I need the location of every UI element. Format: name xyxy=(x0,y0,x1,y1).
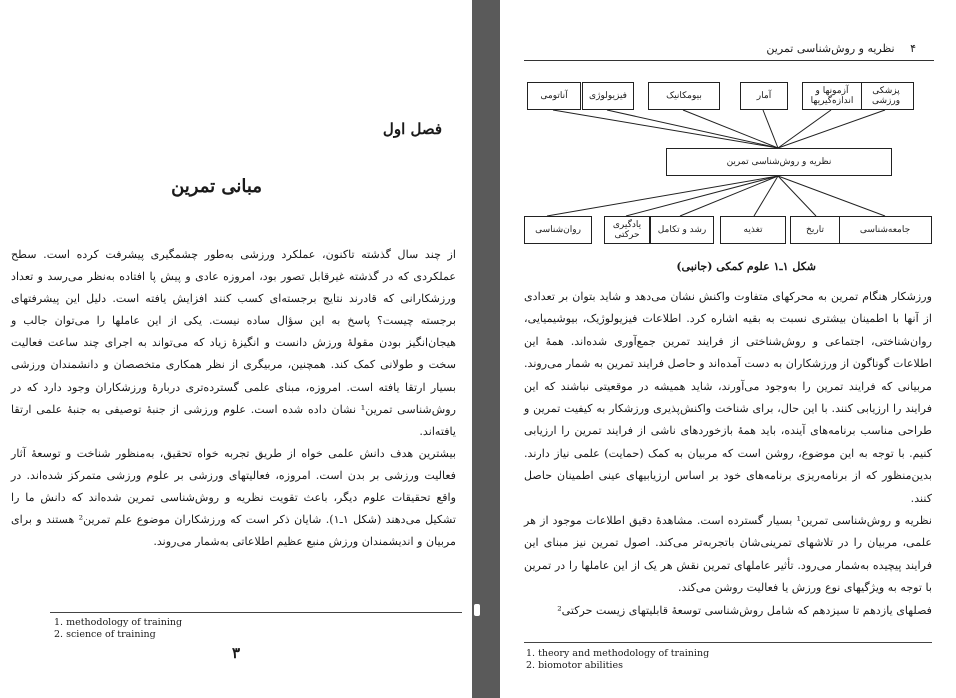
page-number: ۳ xyxy=(232,644,241,662)
right-body-text xyxy=(524,286,932,622)
paragraph: ورزشکار هنگام تمرین به محرکهای متفاوت واکنش نشان می‌دهد و شاید بتوان بر تعدادی از آنها با اطمینان بیشتری نسبت به بقیه اشاره کرد. اطلاعات فیزیولوژیک، بیوشیمیایی، روان‌شناختی، اجتماعی و روش‌شناختی از فرایند تمرین جمع‌آوری شده‌اند. همهٔ این اطلاعات گوناگون از ورزشکاران به دست آمده‌اند و حاصل فرایند تمرین به شمار می‌روند. مربیانی که فرایند تمرین را به‌وجود می‌آورند، شاید همیشه در موقعیتی نباشند که این فرایند را ارزیابی کنند. با این حال، برای شناخت واکنش‌پذیری ورزشکار به کیفیت تمرین و طراحی مناسب برنامه‌های آینده، باید همهٔ بازخوردهای ناشی از فرایند تمرین را ارزیابی کنیم. با توجه به این موضوع، روشن است که مربیان به کمک (حمایت) علمی نیاز دارند. بدین‌منظور که از برنامه‌ریزی برنامه‌های خود بر اساس ارزیابیهای عینی اطمینان حاصل کنند. xyxy=(524,290,932,505)
paragraph: فصلهای یازدهم تا سیزدهم که شامل روش‌شناسی توسعهٔ قابلیتهای زیست حرکتی² xyxy=(557,603,932,617)
footnote: 2. biomotor abilities xyxy=(526,660,623,671)
diagram-box: بیومکانیک xyxy=(648,82,720,110)
diagram-box: آمار xyxy=(740,82,788,110)
book-gutter xyxy=(472,0,500,698)
footnotes xyxy=(54,617,182,641)
diagram-box: فیزیولوژی xyxy=(582,82,634,110)
diagram-box: روان‌شناسی xyxy=(524,216,592,244)
gutter-mark xyxy=(474,604,480,616)
diagram-box: تاریخ xyxy=(790,216,840,244)
diagram-box: جامعه‌شناسی xyxy=(838,216,932,244)
paragraph: بیشترین هدف دانش علمی خواه از طریق تجربه خواه تحقیق، به‌منظور شناخت و توسعهٔ آثار فعالیت ورزشی بر بدن است. امروزه، فعالیتهای ورزشی بر علوم ورزشی متمرکز شده‌اند. در واقع تحقیقات علوم دیگر، باعث تقویت نظریه و روش‌شناسی تمرین شده‌اند که دانش ما را تشکیل می‌دهند (شکل ۱ـ۱). شایان ذکر است که ورزشکاران موضوع علم تمرین² هستند و برای مربیان و اندیشمندان ورزش منبع عظیم اطلاعاتی به‌شمار می‌روند. xyxy=(11,446,456,549)
diagram-box: تغذیه xyxy=(720,216,786,244)
paragraph: از چند سال گذشته تاکنون، عملکرد ورزشی به‌طور چشمگیری پیشرفت کرده است. سطح عملکردی که در گذشته غیرقابل تصور بود، امروزه عادی و پیش پا افتاده به‌نظر می‌رسد و تعداد ورزشکارانی که قادرند نتایج برجسته‌ای کسب کنند افزایش یافته است. دلیل این پیشرفتهای برجسته چیست؟ پاسخ به این سؤال ساده نیست. یکی از این عاملها را می‌توان جالب و هیجان‌انگیز بودن مقولهٔ ورزش دانست و انگیزهٔ زیاد که می‌تواند به اجرای چند ساعت فعالیت سخت و طولانی کمک کند. همچنین، مربیگری از نظر همکاری متخصصان و دانشمندان ورزشی بسیار ارتقا یافته است. امروزه، مبنای علمی گسترده‌تری دربارهٔ ورزشکاران وجود دارد که در روش‌شناسی تمرین¹ نشان داده شده است. علوم ورزشی از جنبهٔ توصیفی به جنبهٔ علمی ارتقا یافته‌اند. xyxy=(11,248,456,438)
diagram-box: پزشکی ورزشی xyxy=(858,82,914,110)
left-body-text xyxy=(11,244,456,553)
diagram-box: آزمونها و اندازه‌گیریها xyxy=(802,82,862,110)
footnote: 1. methodology of training xyxy=(54,617,183,628)
header-title: نظریه و روش‌شناسی تمرین xyxy=(766,42,895,55)
diagram-center-box: نظریه و روش‌شناسی تمرین xyxy=(666,148,892,176)
right-page xyxy=(500,0,956,698)
paragraph: نظریه و روش‌شناسی تمرین¹ بسیار گسترده است. مشاهدهٔ دقیق اطلاعات موجود از هر علمی، مربیان را در تلاشهای تمرینی‌شان باتجربه‌تر می‌کند. اصول تمرین نیز مبنای این فرایند پیچیده به‌شمار می‌رود. تأثیر عاملهای تمرین نقش هر یک از این عاملها را در تمرین با توجه به ویژگیهای نوع ورزش یا فعالیت روشن می‌کند. xyxy=(524,514,932,595)
footnote: 1. theory and methodology of training xyxy=(526,648,710,659)
footnote: 2. science of training xyxy=(54,629,156,640)
figure-caption: شکل ۱ـ۱ علوم کمکی (جانبی) xyxy=(676,260,816,273)
diagram-box: آناتومی xyxy=(527,82,581,110)
page-number: ۴ xyxy=(910,42,916,55)
footnotes xyxy=(526,648,709,672)
chapter-label: فصل اول xyxy=(382,120,442,138)
diagram-box: یادگیری حرکتی xyxy=(604,216,650,244)
left-page xyxy=(0,0,472,698)
footnote-rule xyxy=(50,612,462,613)
chapter-title: مبانی تمرین xyxy=(171,176,262,197)
footnote-rule xyxy=(524,642,932,643)
diagram-box: رشد و تکامل xyxy=(650,216,714,244)
